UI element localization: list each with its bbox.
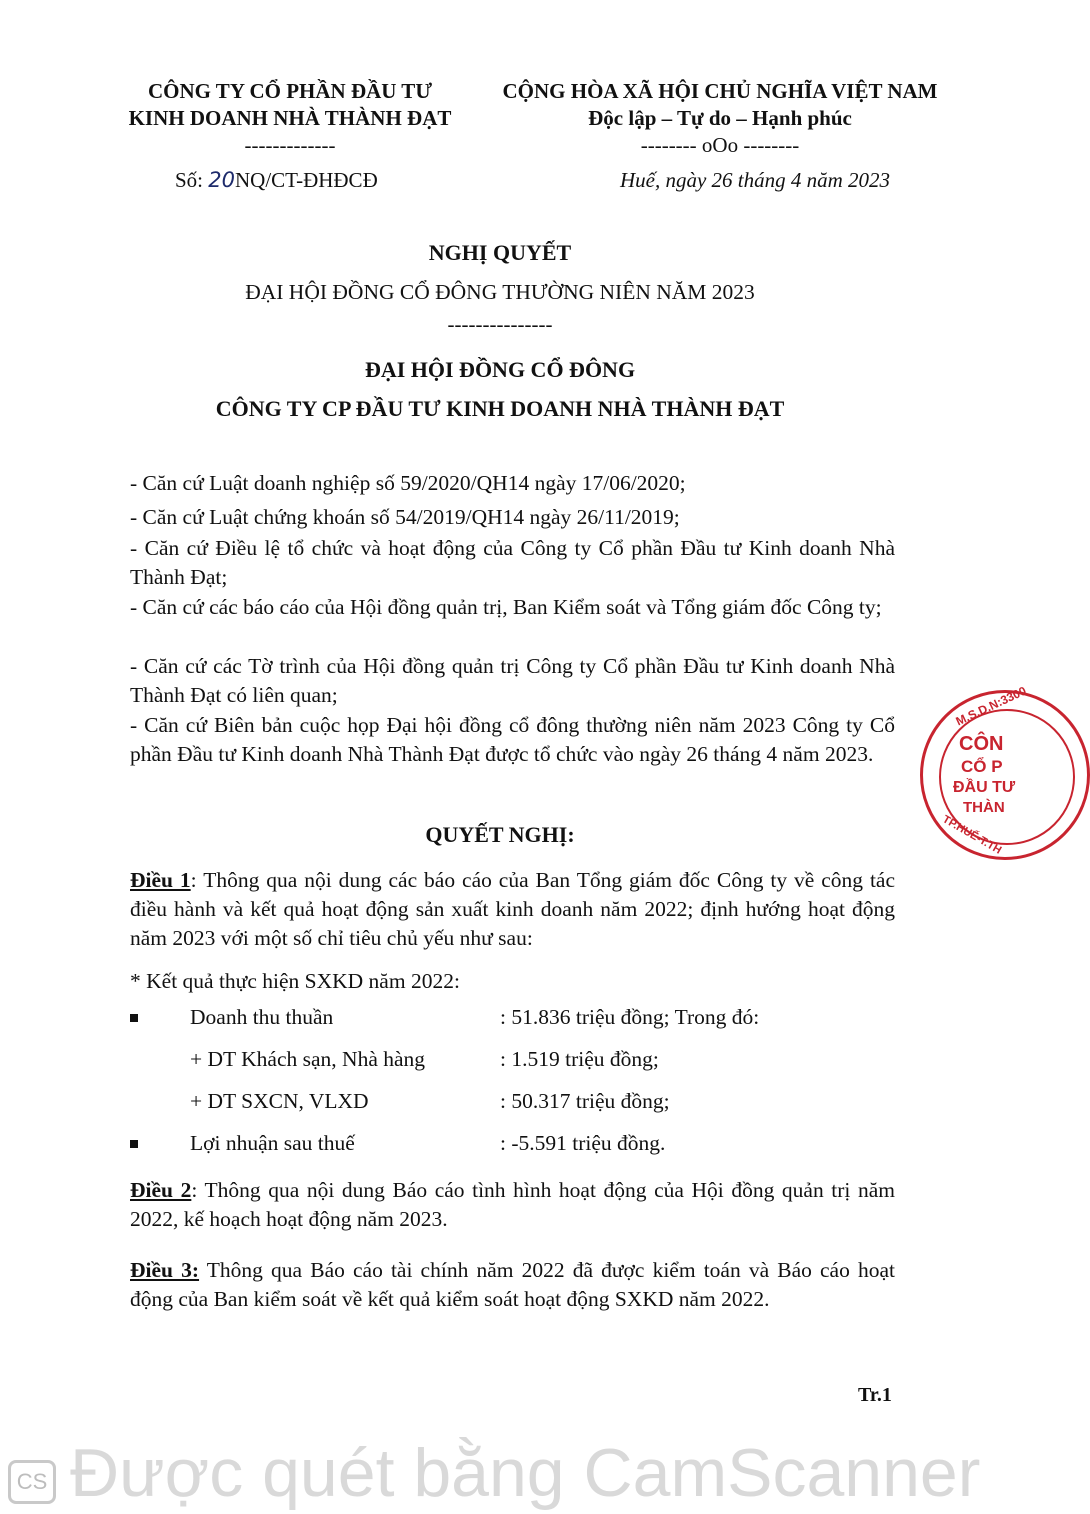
basis-item: - Căn cứ Biên bản cuộc họp Đại hội đồng cổ đông thường niên năm 2023 Công ty Cổ phần Đầu tư Kinh doanh Nhà Thành Đạt được tổ chức vào ngày 26 tháng 4 năm 2023. xyxy=(130,713,895,766)
result-value: : 51.836 triệu đồng; Trong đó: xyxy=(500,1005,760,1029)
result-label: + DT SXCN, VLXD xyxy=(190,1089,369,1113)
nation-header-rule: -------- oOo -------- xyxy=(640,133,800,157)
article-1-sep: : xyxy=(190,868,204,892)
basis-item: - Căn cứ Luật doanh nghiệp số 59/2020/QH14 ngày 17/06/2020; xyxy=(130,471,686,495)
document-number-suffix: NQ/CT-ĐHĐCĐ xyxy=(235,168,378,192)
article-3-label: Điều 3: xyxy=(130,1258,200,1282)
document-title: NGHỊ QUYẾT xyxy=(428,240,572,265)
result-value: : -5.591 triệu đồng. xyxy=(500,1131,666,1155)
document-number xyxy=(175,166,378,195)
basis-item: - Căn cứ Luật chứng khoán số 54/2019/QH14 ngày 26/11/2019; xyxy=(130,505,680,529)
article-2-sep: : xyxy=(191,1178,205,1202)
results-heading: * Kết quả thực hiện SXKD năm 2022: xyxy=(130,969,460,993)
article-3-text: Thông qua Báo cáo tài chính năm 2022 đã được kiểm toán và Báo cáo hoạt động của Ban kiểm soát về kết quả kiểm soát hoạt động SXKD năm 2022. xyxy=(130,1258,895,1311)
result-value: : 50.317 triệu đồng; xyxy=(500,1089,670,1113)
seal-ring-top: M.S.D.N:3300 xyxy=(953,683,1029,729)
result-row xyxy=(130,1005,900,1035)
nation-name: CỘNG HÒA XÃ HỘI CHỦ NGHĨA VIỆT NAM xyxy=(502,79,938,103)
resolution-heading: QUYẾT NGHỊ: xyxy=(425,822,575,847)
result-row xyxy=(130,1089,900,1119)
seal-line1: CÔN xyxy=(959,733,1004,755)
article-2 xyxy=(130,1176,895,1234)
article-1-text: Thông qua nội dung các báo cáo của Ban Tổng giám đốc Công ty về công tác điều hành và kết quả hoạt động sản xuất kinh doanh năm 2022; định hướng hoạt động năm 2023 với một số chỉ tiêu chủ yếu như sau: xyxy=(130,868,896,950)
place-date: Huế, ngày 26 tháng 4 năm 2023 xyxy=(620,168,891,192)
bullet-icon xyxy=(130,1140,138,1148)
watermark-text: Được quét bằng CamScanner xyxy=(70,1435,981,1511)
result-label: Lợi nhuận sau thuế xyxy=(190,1131,355,1155)
article-2-label: Điều 2 xyxy=(130,1178,192,1202)
basis-item: - Căn cứ Điều lệ tổ chức và hoạt động của Công ty Cổ phần Đầu tư Kinh doanh Nhà Thành Đạt; xyxy=(130,536,895,589)
article-1-label: Điều 1 xyxy=(130,868,191,892)
document-subtitle: ĐẠI HỘI ĐỒNG CỔ ĐÔNG THƯỜNG NIÊN NĂM 2023 xyxy=(245,280,755,304)
article-3-sep xyxy=(199,1258,207,1282)
article-1 xyxy=(130,866,895,953)
basis-item: - Căn cứ các báo cáo của Hội đồng quản trị, Ban Kiểm soát và Tổng giám đốc Công ty; xyxy=(130,595,882,619)
seal-ring-bottom: TP.HUẾ-T.TH xyxy=(940,813,1004,857)
bullet-icon xyxy=(130,1014,138,1022)
article-2-text: Thông qua nội dung Báo cáo tình hình hoạt động của Hội đồng quản trị năm 2022, kế hoạch hoạt động năm 2023. xyxy=(130,1178,896,1231)
company-name-line2: KINH DOANH NHÀ THÀNH ĐẠT xyxy=(128,106,452,130)
result-label: + DT Khách sạn, Nhà hàng xyxy=(190,1047,426,1071)
company-seal xyxy=(920,683,1090,860)
nation-motto: Độc lập – Tự do – Hạnh phúc xyxy=(588,106,852,130)
scanner-watermark xyxy=(0,1430,1000,1511)
document-number-handwritten: 20 xyxy=(208,168,235,192)
seal-line3: ĐẦU TƯ xyxy=(953,779,1016,796)
result-row xyxy=(130,1047,900,1077)
document-number-prefix: Số: xyxy=(175,168,209,192)
title-rule: --------------- xyxy=(447,312,553,336)
seal-line2: CỔ P xyxy=(961,757,1003,776)
company-header xyxy=(100,78,480,159)
nation-header xyxy=(500,78,940,159)
article-3 xyxy=(130,1256,895,1314)
seal-line4: THÀN xyxy=(963,799,1005,816)
camscanner-logo-icon: CS xyxy=(8,1460,56,1504)
issuer-line1: ĐẠI HỘI ĐỒNG CỔ ĐÔNG xyxy=(364,357,636,382)
basis-item: - Căn cứ các Tờ trình của Hội đồng quản trị Công ty Cổ phần Đầu tư Kinh doanh Nhà Thành Đạt có liên quan; xyxy=(130,654,895,707)
result-label: Doanh thu thuần xyxy=(190,1005,334,1029)
issuer-line2: CÔNG TY CP ĐẦU TƯ KINH DOANH NHÀ THÀNH ĐẠT xyxy=(215,396,785,421)
result-row xyxy=(130,1131,900,1161)
company-header-rule: ------------- xyxy=(244,133,336,157)
page-number: Tr.1 xyxy=(858,1384,892,1406)
company-name-line1: CÔNG TY CỔ PHẦN ĐẦU TƯ xyxy=(147,79,433,103)
result-value: : 1.519 triệu đồng; xyxy=(500,1047,659,1071)
